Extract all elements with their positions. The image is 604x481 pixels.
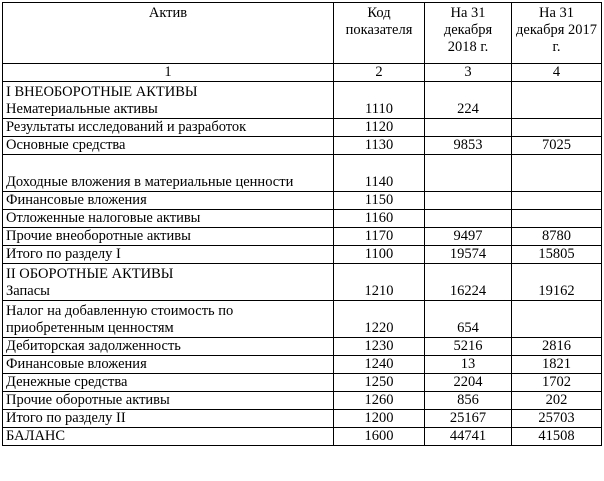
table-row [3, 428, 602, 446]
row-code: 1260 [334, 392, 425, 410]
row-name-cell [3, 228, 334, 246]
row-label: Итого по разделу II [6, 410, 126, 426]
row-name-cell [3, 246, 334, 264]
table-row [3, 228, 602, 246]
table-row [3, 301, 602, 338]
row-code: 1230 [334, 338, 425, 356]
table-row [3, 264, 602, 301]
value-2017 [512, 119, 602, 137]
value-2017 [512, 192, 602, 210]
column-number-row [3, 64, 602, 82]
row-label: Основные средства [6, 137, 126, 153]
table-row [3, 246, 602, 264]
row-code: 1250 [334, 374, 425, 392]
value-2018: 224 [425, 82, 512, 119]
row-name-cell [3, 410, 334, 428]
value-2017 [512, 301, 602, 338]
row-label: Денежные средства [6, 374, 128, 390]
value-2017: 19162 [512, 264, 602, 301]
column-number: 4 [512, 64, 602, 82]
row-name-cell [3, 155, 334, 192]
row-code: 1120 [334, 119, 425, 137]
value-2017: 25703 [512, 410, 602, 428]
row-label: Отложенные налоговые активы [6, 210, 201, 226]
row-code: 1600 [334, 428, 425, 446]
row-code: 1220 [334, 301, 425, 338]
row-name-cell [3, 119, 334, 137]
row-code: 1160 [334, 210, 425, 228]
header-asset: Актив [3, 3, 334, 64]
section-title: II ОБОРОТНЫЕ АКТИВЫ [6, 266, 174, 282]
row-label: Финансовые вложения [6, 356, 147, 372]
value-2018: 5216 [425, 338, 512, 356]
row-name-cell [3, 301, 334, 338]
row-label: Налог на добавленную стоимость по приобретенным ценностям [6, 303, 234, 336]
column-number: 3 [425, 64, 512, 82]
header-2017: На 31 декабря 2017 г. [512, 3, 602, 64]
balance-sheet-body [3, 3, 602, 446]
row-code: 1130 [334, 137, 425, 155]
table-row [3, 210, 602, 228]
row-name-cell [3, 82, 334, 119]
row-name-cell [3, 428, 334, 446]
row-label: Прочие оборотные активы [6, 392, 170, 408]
row-code: 1150 [334, 192, 425, 210]
row-label: Запасы [6, 283, 50, 299]
table-row [3, 137, 602, 155]
row-label: БАЛАНС [6, 428, 66, 444]
value-2018 [425, 192, 512, 210]
table-row [3, 155, 602, 192]
value-2018 [425, 210, 512, 228]
value-2018: 9853 [425, 137, 512, 155]
value-2017: 2816 [512, 338, 602, 356]
header-row [3, 3, 602, 64]
value-2017: 15805 [512, 246, 602, 264]
value-2017: 1702 [512, 374, 602, 392]
table-row [3, 119, 602, 137]
row-name-cell [3, 210, 334, 228]
table-row [3, 338, 602, 356]
table-row [3, 82, 602, 119]
balance-sheet-table [2, 2, 602, 446]
section-title: I ВНЕОБОРОТНЫЕ АКТИВЫ [6, 84, 198, 100]
value-2017: 1821 [512, 356, 602, 374]
value-2018: 44741 [425, 428, 512, 446]
value-2017: 7025 [512, 137, 602, 155]
value-2017 [512, 210, 602, 228]
row-code: 1210 [334, 264, 425, 301]
row-name-cell [3, 338, 334, 356]
table-row [3, 192, 602, 210]
value-2018: 856 [425, 392, 512, 410]
value-2017: 41508 [512, 428, 602, 446]
value-2018: 2204 [425, 374, 512, 392]
row-name-cell [3, 374, 334, 392]
value-2018: 25167 [425, 410, 512, 428]
row-code: 1100 [334, 246, 425, 264]
value-2017 [512, 82, 602, 119]
row-name-cell [3, 137, 334, 155]
table-row [3, 410, 602, 428]
row-name-cell [3, 192, 334, 210]
value-2018: 16224 [425, 264, 512, 301]
row-code: 1200 [334, 410, 425, 428]
value-2018 [425, 155, 512, 192]
value-2018: 654 [425, 301, 512, 338]
row-code: 1110 [334, 82, 425, 119]
row-name-cell [3, 356, 334, 374]
table-row [3, 374, 602, 392]
header-2018: На 31 декабря 2018 г. [425, 3, 512, 64]
row-label: Доходные вложения в материальные ценности [6, 174, 294, 190]
row-code: 1170 [334, 228, 425, 246]
row-code: 1140 [334, 155, 425, 192]
value-2017 [512, 155, 602, 192]
value-2017: 8780 [512, 228, 602, 246]
value-2018: 9497 [425, 228, 512, 246]
row-label: Итого по разделу I [6, 246, 121, 262]
value-2018 [425, 119, 512, 137]
header-code: Код показателя [334, 3, 425, 64]
row-label: Результаты исследований и разработок [6, 119, 247, 135]
column-number: 1 [3, 64, 334, 82]
row-name-cell [3, 392, 334, 410]
value-2018: 13 [425, 356, 512, 374]
row-label: Прочие внеоборотные активы [6, 228, 191, 244]
table-row [3, 356, 602, 374]
column-number: 2 [334, 64, 425, 82]
row-label: Финансовые вложения [6, 192, 147, 208]
row-name-cell [3, 264, 334, 301]
value-2018: 19574 [425, 246, 512, 264]
value-2017: 202 [512, 392, 602, 410]
row-label: Дебиторская задолженность [6, 338, 181, 354]
row-label: Нематериальные активы [6, 101, 158, 117]
table-row [3, 392, 602, 410]
row-code: 1240 [334, 356, 425, 374]
